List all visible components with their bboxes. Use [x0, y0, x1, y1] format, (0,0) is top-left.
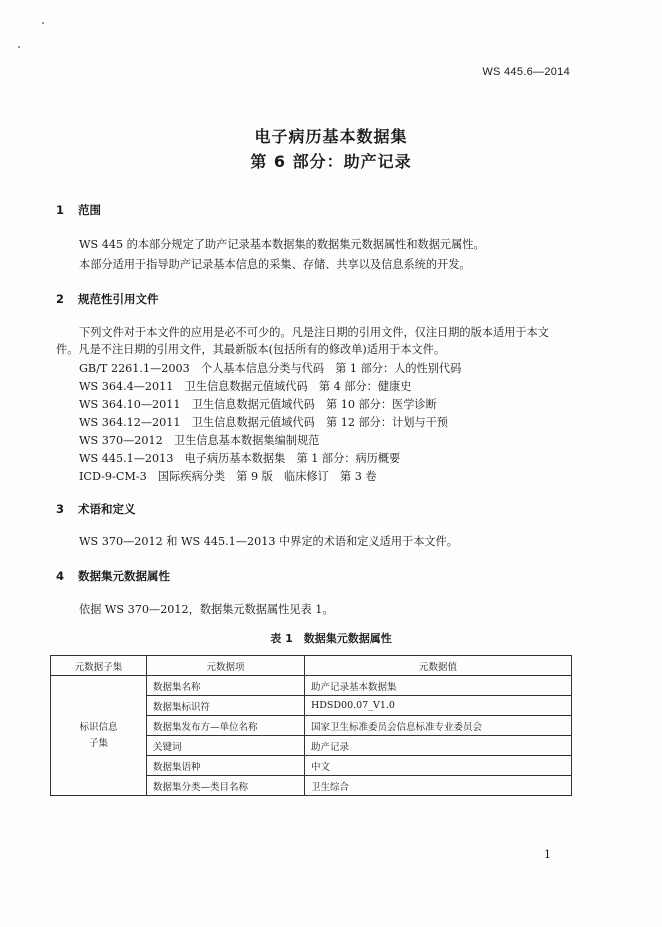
section-title: 数据集元数据属性 [78, 569, 170, 583]
metadata-item-cell: 数据集分类—类目名称 [147, 776, 305, 796]
table-title: 表 1 数据集元数据属性 [270, 632, 392, 645]
section-heading-metadata [56, 568, 170, 584]
reference-item: WS 364.12—2011 卫生信息数据元值域代码 第 12 部分：计划与干预 [79, 416, 448, 429]
reference-item: GB/T 2261.1—2003 个人基本信息分类与代码 第 1 部分：人的性别代码 [79, 362, 462, 375]
reference-item: WS 445.1—2013 电子病历基本数据集 第 1 部分：病历概要 [79, 452, 401, 465]
metadata-paragraph: 依据 WS 370—2012，数据集元数据属性见表 1。 [79, 603, 334, 616]
subset-name-line: 标识信息 [79, 721, 118, 733]
column-header: 元数据子集 [51, 656, 147, 676]
column-header: 元数据项 [147, 656, 305, 676]
scan-speck [42, 22, 44, 24]
scope-paragraph-1: WS 445 的本部分规定了助产记录基本数据集的数据集元数据属性和数据元属性。 [79, 238, 485, 251]
section-number: 3 [56, 502, 65, 516]
table-header-row [51, 656, 572, 676]
section-number: 4 [56, 569, 65, 583]
reference-item: WS 364.4—2011 卫生信息数据元值域代码 第 4 部分：健康史 [79, 380, 412, 393]
metadata-value-cell: 助产记录基本数据集 [305, 676, 572, 696]
metadata-value-cell: 国家卫生标准委员会信息标准专业委员会 [305, 716, 572, 736]
section-title: 术语和定义 [78, 502, 136, 516]
page-number: 1 [544, 848, 551, 861]
reference-item: WS 370—2012 卫生信息基本数据集编制规范 [79, 434, 320, 447]
reference-item: WS 364.10—2011 卫生信息数据元值域代码 第 10 部分：医学诊断 [79, 398, 437, 411]
normative-intro-line-2: 件。凡是不注日期的引用文件，其最新版本(包括所有的修改单)适用于本文件。 [56, 343, 446, 356]
column-header: 元数据值 [305, 656, 572, 676]
scan-speck [18, 46, 20, 48]
section-heading-terms [56, 501, 136, 517]
metadata-item-cell: 数据集语种 [147, 756, 305, 776]
metadata-value-cell: 助产记录 [305, 736, 572, 756]
metadata-item-cell: 数据集标识符 [147, 696, 305, 716]
metadata-item-cell: 数据集名称 [147, 676, 305, 696]
table-row [51, 676, 572, 696]
subset-name-line: 子集 [88, 737, 108, 749]
document-subtitle: 第 6 部分：助产记录 [250, 152, 412, 171]
terms-paragraph: WS 370—2012 和 WS 445.1—2013 中界定的术语和定义适用于本文件。 [79, 535, 458, 548]
document-title: 电子病历基本数据集 [254, 127, 408, 146]
section-heading-normative [56, 291, 159, 307]
reference-item: ICD-9-CM-3 国际疾病分类 第 9 版 临床修订 第 3 卷 [79, 470, 377, 483]
metadata-value-cell: HDSD00.07_V1.0 [305, 696, 572, 716]
metadata-item-cell: 数据集发布方—单位名称 [147, 716, 305, 736]
scope-paragraph-2: 本部分适用于指导助产记录基本信息的采集、存储、共享以及信息系统的开发。 [79, 258, 471, 271]
section-number: 1 [56, 203, 65, 217]
section-title: 范围 [78, 203, 101, 217]
metadata-value-cell: 中文 [305, 756, 572, 776]
metadata-attributes-table [50, 655, 572, 796]
standard-code: WS 445.6—2014 [482, 66, 570, 78]
normative-intro-line-1: 下列文件对于本文件的应用是必不可少的。凡是注日期的引用文件，仅注日期的版本适用于本文 [79, 326, 549, 339]
section-title: 规范性引用文件 [78, 292, 159, 306]
metadata-value-cell: 卫生综合 [305, 776, 572, 796]
subset-group-cell [51, 676, 147, 796]
section-number: 2 [56, 292, 65, 306]
section-heading-scope [56, 202, 101, 218]
metadata-item-cell: 关键词 [147, 736, 305, 756]
